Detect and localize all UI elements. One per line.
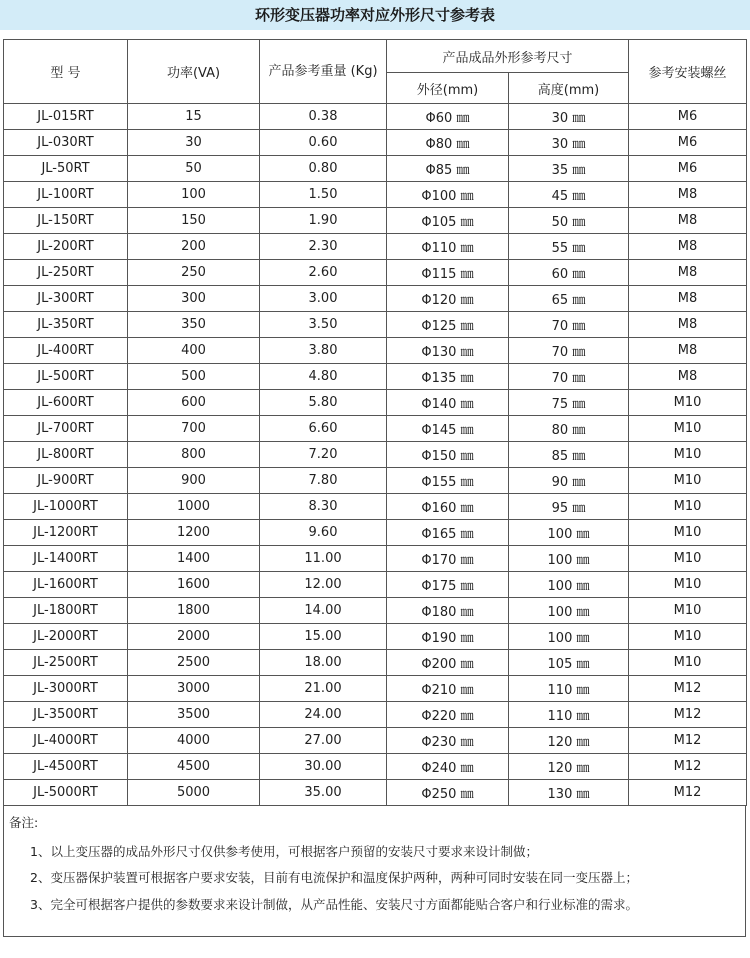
cell-model: JL-030RT	[4, 130, 128, 156]
cell-model: JL-1600RT	[4, 572, 128, 598]
cell-model: JL-200RT	[4, 234, 128, 260]
table-row	[4, 468, 747, 494]
cell-power: 50	[128, 156, 260, 182]
cell-power: 1400	[128, 546, 260, 572]
table-row	[4, 546, 747, 572]
cell-screw: M10	[629, 624, 747, 650]
table-row	[4, 130, 747, 156]
cell-outer-diameter: Φ60 ㎜	[387, 104, 509, 130]
header-screw: 参考安装螺丝	[629, 40, 747, 104]
cell-model: JL-2000RT	[4, 624, 128, 650]
cell-weight: 2.30	[260, 234, 387, 260]
notes-section	[3, 806, 746, 937]
cell-model: JL-900RT	[4, 468, 128, 494]
cell-screw: M10	[629, 598, 747, 624]
cell-power: 30	[128, 130, 260, 156]
table-row	[4, 338, 747, 364]
cell-height: 70 ㎜	[509, 338, 629, 364]
cell-outer-diameter: Φ230 ㎜	[387, 728, 509, 754]
cell-model: JL-1800RT	[4, 598, 128, 624]
cell-height: 35 ㎜	[509, 156, 629, 182]
cell-weight: 3.50	[260, 312, 387, 338]
cell-height: 110 ㎜	[509, 676, 629, 702]
cell-weight: 6.60	[260, 416, 387, 442]
cell-screw: M10	[629, 546, 747, 572]
cell-outer-diameter: Φ200 ㎜	[387, 650, 509, 676]
cell-power: 2500	[128, 650, 260, 676]
cell-weight: 30.00	[260, 754, 387, 780]
cell-screw: M8	[629, 286, 747, 312]
cell-outer-diameter: Φ120 ㎜	[387, 286, 509, 312]
cell-screw: M10	[629, 494, 747, 520]
cell-height: 90 ㎜	[509, 468, 629, 494]
cell-outer-diameter: Φ180 ㎜	[387, 598, 509, 624]
header-power: 功率(VA)	[128, 40, 260, 104]
cell-weight: 14.00	[260, 598, 387, 624]
cell-height: 45 ㎜	[509, 182, 629, 208]
cell-power: 400	[128, 338, 260, 364]
table-row	[4, 234, 747, 260]
cell-screw: M10	[629, 416, 747, 442]
table-row	[4, 364, 747, 390]
cell-model: JL-800RT	[4, 442, 128, 468]
cell-screw: M6	[629, 130, 747, 156]
cell-screw: M10	[629, 650, 747, 676]
cell-power: 500	[128, 364, 260, 390]
cell-weight: 12.00	[260, 572, 387, 598]
cell-outer-diameter: Φ240 ㎜	[387, 754, 509, 780]
cell-screw: M8	[629, 312, 747, 338]
cell-height: 120 ㎜	[509, 728, 629, 754]
cell-outer-diameter: Φ100 ㎜	[387, 182, 509, 208]
cell-screw: M10	[629, 572, 747, 598]
cell-outer-diameter: Φ155 ㎜	[387, 468, 509, 494]
cell-weight: 0.80	[260, 156, 387, 182]
cell-model: JL-3000RT	[4, 676, 128, 702]
table-row	[4, 572, 747, 598]
cell-outer-diameter: Φ165 ㎜	[387, 520, 509, 546]
cell-height: 60 ㎜	[509, 260, 629, 286]
cell-model: JL-700RT	[4, 416, 128, 442]
cell-outer-diameter: Φ115 ㎜	[387, 260, 509, 286]
cell-outer-diameter: Φ105 ㎜	[387, 208, 509, 234]
cell-power: 350	[128, 312, 260, 338]
cell-outer-diameter: Φ160 ㎜	[387, 494, 509, 520]
cell-model: JL-4000RT	[4, 728, 128, 754]
cell-outer-diameter: Φ175 ㎜	[387, 572, 509, 598]
cell-weight: 3.80	[260, 338, 387, 364]
cell-screw: M12	[629, 676, 747, 702]
table-row	[4, 286, 747, 312]
cell-outer-diameter: Φ210 ㎜	[387, 676, 509, 702]
cell-height: 85 ㎜	[509, 442, 629, 468]
header-dimensions-group: 产品成品外形参考尺寸	[387, 40, 629, 73]
cell-weight: 0.38	[260, 104, 387, 130]
cell-weight: 8.30	[260, 494, 387, 520]
cell-weight: 15.00	[260, 624, 387, 650]
cell-height: 75 ㎜	[509, 390, 629, 416]
cell-power: 100	[128, 182, 260, 208]
cell-model: JL-1000RT	[4, 494, 128, 520]
cell-height: 130 ㎜	[509, 780, 629, 806]
header-weight: 产品参考重量 (Kg)	[260, 40, 387, 104]
cell-outer-diameter: Φ135 ㎜	[387, 364, 509, 390]
cell-power: 1600	[128, 572, 260, 598]
cell-weight: 2.60	[260, 260, 387, 286]
cell-power: 200	[128, 234, 260, 260]
table-row	[4, 260, 747, 286]
cell-model: JL-150RT	[4, 208, 128, 234]
header-outer-diameter: 外径(mm)	[387, 73, 509, 104]
cell-weight: 7.80	[260, 468, 387, 494]
cell-outer-diameter: Φ85 ㎜	[387, 156, 509, 182]
notes-title: 备注:	[9, 815, 39, 830]
cell-model: JL-300RT	[4, 286, 128, 312]
cell-height: 30 ㎜	[509, 104, 629, 130]
cell-height: 65 ㎜	[509, 286, 629, 312]
cell-model: JL-250RT	[4, 260, 128, 286]
cell-weight: 4.80	[260, 364, 387, 390]
cell-height: 50 ㎜	[509, 208, 629, 234]
cell-weight: 1.50	[260, 182, 387, 208]
cell-screw: M10	[629, 468, 747, 494]
cell-power: 600	[128, 390, 260, 416]
cell-outer-diameter: Φ250 ㎜	[387, 780, 509, 806]
cell-height: 105 ㎜	[509, 650, 629, 676]
note-item: 3、完全可根据客户提供的参数要求来设计制做，从产品性能、安装尺寸方面都能贴合客户和行业标准的需求。	[30, 897, 638, 912]
cell-model: JL-50RT	[4, 156, 128, 182]
cell-power: 2000	[128, 624, 260, 650]
table-row	[4, 650, 747, 676]
cell-model: JL-100RT	[4, 182, 128, 208]
cell-weight: 24.00	[260, 702, 387, 728]
page-title: 环形变压器功率对应外形尺寸参考表	[0, 0, 750, 30]
cell-power: 1000	[128, 494, 260, 520]
cell-screw: M12	[629, 780, 747, 806]
cell-screw: M8	[629, 364, 747, 390]
cell-power: 1200	[128, 520, 260, 546]
table-row	[4, 754, 747, 780]
table-row	[4, 442, 747, 468]
cell-power: 4500	[128, 754, 260, 780]
cell-power: 900	[128, 468, 260, 494]
table-row	[4, 702, 747, 728]
cell-screw: M10	[629, 442, 747, 468]
table-row	[4, 676, 747, 702]
cell-outer-diameter: Φ110 ㎜	[387, 234, 509, 260]
cell-weight: 18.00	[260, 650, 387, 676]
cell-model: JL-500RT	[4, 364, 128, 390]
cell-power: 250	[128, 260, 260, 286]
cell-screw: M12	[629, 728, 747, 754]
note-item: 2、变压器保护装置可根据客户要求安装，目前有电流保护和温度保护两种，两种可同时安装在同一变压器上；	[30, 870, 638, 885]
cell-model: JL-350RT	[4, 312, 128, 338]
cell-height: 100 ㎜	[509, 546, 629, 572]
cell-weight: 27.00	[260, 728, 387, 754]
cell-screw: M8	[629, 338, 747, 364]
cell-power: 5000	[128, 780, 260, 806]
table-row	[4, 390, 747, 416]
cell-outer-diameter: Φ130 ㎜	[387, 338, 509, 364]
cell-height: 80 ㎜	[509, 416, 629, 442]
cell-screw: M8	[629, 234, 747, 260]
cell-power: 150	[128, 208, 260, 234]
cell-power: 3000	[128, 676, 260, 702]
cell-weight: 0.60	[260, 130, 387, 156]
table-row	[4, 416, 747, 442]
table-row	[4, 728, 747, 754]
cell-screw: M8	[629, 260, 747, 286]
cell-outer-diameter: Φ80 ㎜	[387, 130, 509, 156]
note-item: 1、以上变压器的成品外形尺寸仅供参考使用，可根据客户预留的安装尺寸要求来设计制做；	[30, 844, 538, 859]
cell-model: JL-2500RT	[4, 650, 128, 676]
table-row	[4, 156, 747, 182]
cell-model: JL-1200RT	[4, 520, 128, 546]
table-body	[4, 104, 747, 806]
cell-outer-diameter: Φ170 ㎜	[387, 546, 509, 572]
table-row	[4, 494, 747, 520]
cell-power: 4000	[128, 728, 260, 754]
cell-outer-diameter: Φ145 ㎜	[387, 416, 509, 442]
header-model: 型 号	[4, 40, 128, 104]
cell-height: 100 ㎜	[509, 572, 629, 598]
cell-power: 15	[128, 104, 260, 130]
cell-outer-diameter: Φ190 ㎜	[387, 624, 509, 650]
spec-table	[3, 39, 747, 806]
cell-weight: 11.00	[260, 546, 387, 572]
cell-model: JL-400RT	[4, 338, 128, 364]
cell-power: 1800	[128, 598, 260, 624]
cell-weight: 5.80	[260, 390, 387, 416]
cell-weight: 7.20	[260, 442, 387, 468]
cell-weight: 21.00	[260, 676, 387, 702]
cell-height: 70 ㎜	[509, 312, 629, 338]
table-row	[4, 520, 747, 546]
cell-model: JL-3500RT	[4, 702, 128, 728]
cell-model: JL-600RT	[4, 390, 128, 416]
cell-model: JL-015RT	[4, 104, 128, 130]
cell-power: 800	[128, 442, 260, 468]
cell-height: 95 ㎜	[509, 494, 629, 520]
cell-outer-diameter: Φ220 ㎜	[387, 702, 509, 728]
cell-weight: 3.00	[260, 286, 387, 312]
cell-outer-diameter: Φ140 ㎜	[387, 390, 509, 416]
cell-weight: 1.90	[260, 208, 387, 234]
cell-height: 100 ㎜	[509, 598, 629, 624]
cell-screw: M10	[629, 390, 747, 416]
cell-height: 100 ㎜	[509, 520, 629, 546]
cell-outer-diameter: Φ150 ㎜	[387, 442, 509, 468]
cell-weight: 35.00	[260, 780, 387, 806]
cell-model: JL-4500RT	[4, 754, 128, 780]
cell-weight: 9.60	[260, 520, 387, 546]
header-height: 高度(mm)	[509, 73, 629, 104]
cell-height: 110 ㎜	[509, 702, 629, 728]
cell-height: 55 ㎜	[509, 234, 629, 260]
cell-height: 30 ㎜	[509, 130, 629, 156]
cell-screw: M8	[629, 182, 747, 208]
cell-screw: M12	[629, 702, 747, 728]
cell-height: 120 ㎜	[509, 754, 629, 780]
cell-screw: M6	[629, 104, 747, 130]
cell-screw: M8	[629, 208, 747, 234]
table-row	[4, 182, 747, 208]
cell-height: 70 ㎜	[509, 364, 629, 390]
table-row	[4, 104, 747, 130]
cell-screw: M6	[629, 156, 747, 182]
cell-power: 300	[128, 286, 260, 312]
cell-outer-diameter: Φ125 ㎜	[387, 312, 509, 338]
cell-model: JL-1400RT	[4, 546, 128, 572]
table-row	[4, 598, 747, 624]
cell-power: 700	[128, 416, 260, 442]
table-row	[4, 780, 747, 806]
cell-screw: M12	[629, 754, 747, 780]
cell-model: JL-5000RT	[4, 780, 128, 806]
cell-screw: M10	[629, 520, 747, 546]
table-row	[4, 624, 747, 650]
table-row	[4, 312, 747, 338]
table-row	[4, 208, 747, 234]
cell-power: 3500	[128, 702, 260, 728]
cell-height: 100 ㎜	[509, 624, 629, 650]
